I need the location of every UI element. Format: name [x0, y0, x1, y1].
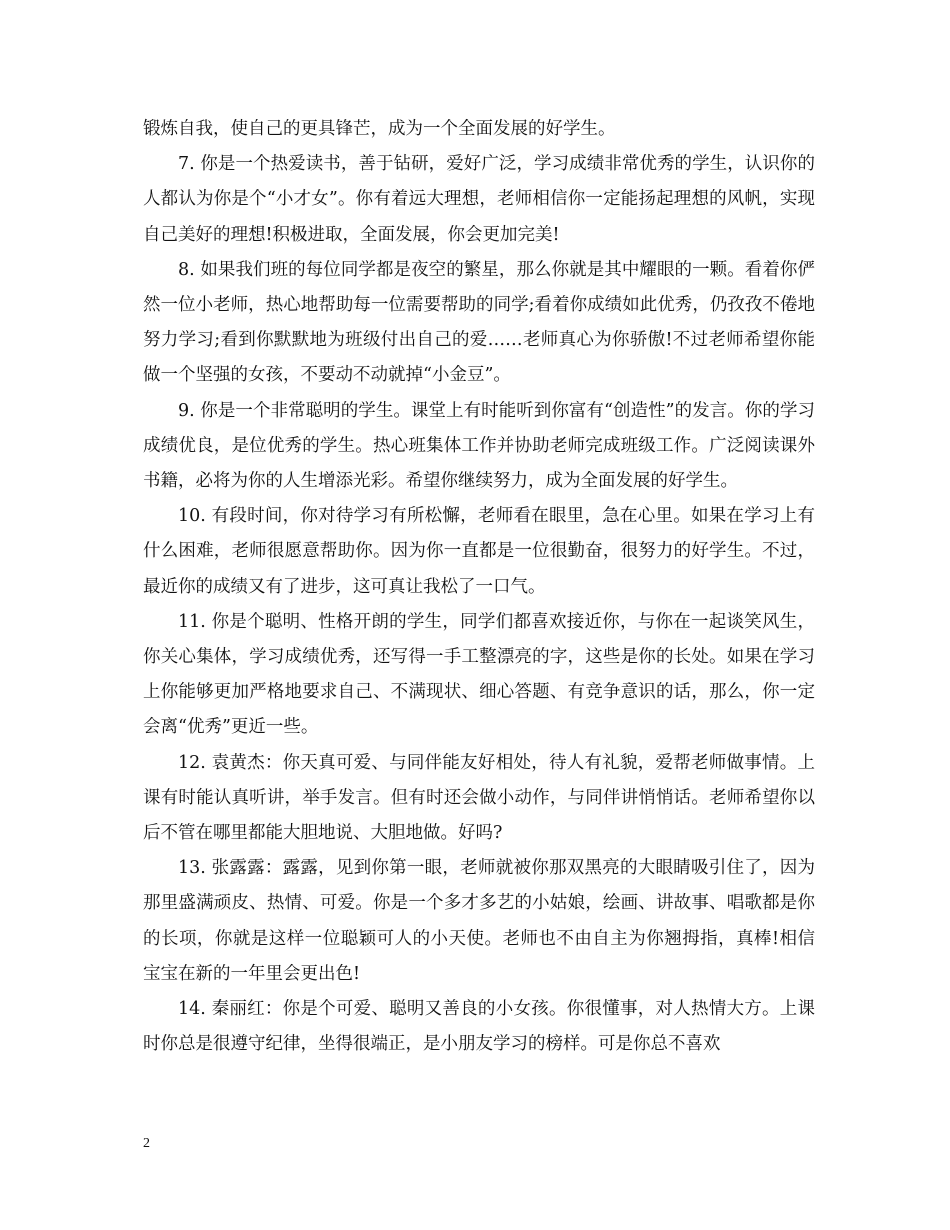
paragraph-item-10: 10. 有段时间，你对待学习有所松懈，老师看在眼里，急在心里。如果在学习上有什么困难，老师很愿意帮助你。因为你一直都是一位很勤奋，很努力的好学生。不过，最近你的成绩又有了进步，这可真让我松了一口气。: [143, 506, 815, 597]
page-number: 2: [143, 1136, 150, 1151]
paragraph-item-12: 12. 袁黄杰：你天真可爱、与同伴能友好相处，待人有礼貌，爱帮老师做事情。上课有时能认真听讲，举手发言。但有时还会做小动作，与同伴讲悄悄话。老师希望你以后不管在哪里都能大胆地说、大胆地做。好吗?: [143, 752, 815, 844]
paragraph-item-8: 8. 如果我们班的每位同学都是夜空的繁星，那么你就是其中耀眼的一颗。看着你俨然一位小老师，热心地帮助每一位需要帮助的同学;看着你成绩如此优秀，仍孜孜不倦地努力学习;看到你默默地为班级付出自己的爱……老师真心为你骄傲!不过老师希望你能做一个坚强的女孩，不要动不动就掉“小金豆”。: [143, 259, 815, 386]
paragraph-item-9: 9. 你是一个非常聪明的学生。课堂上有时能听到你富有“创造性”的发言。你的学习成绩优良，是位优秀的学生。热心班集体工作并协助老师完成班级工作。广泛阅读课外书籍，必将为你的人生增添光彩。希望你继续努力，成为全面发展的好学生。: [143, 400, 815, 492]
body-text: [143, 112, 815, 1062]
paragraph-item-11: 11. 你是个聪明、性格开朗的学生，同学们都喜欢接近你，与你在一起谈笑风生，你关心集体，学习成绩优秀，还写得一手工整漂亮的字，这些是你的长处。如果在学习上你能够更加严格地要求自己、不满现状、细心答题、有竞争意识的话，那么，你一定会离“优秀”更近一些。: [143, 611, 815, 738]
paragraph-item-14: 14. 秦丽红：你是个可爱、聪明又善良的小女孩。你很懂事，对人热情大方。上课时你总是很遵守纪律，坐得很端正，是小朋友学习的榜样。可是你总不喜欢: [143, 999, 815, 1055]
paragraph-continuation: 锻炼自我，使自己的更具锋芒，成为一个全面发展的好学生。: [143, 119, 616, 139]
paragraph-item-7: 7. 你是一个热爱读书，善于钻研，爱好广泛，学习成绩非常优秀的学生，认识你的人都认为你是个“小才女”。你有着远大理想，老师相信你一定能扬起理想的风帆，实现自己美好的理想!积极进取，全面发展，你会更加完美!: [143, 154, 815, 245]
paragraph-item-13: 13. 张露露：露露，见到你第一眼，老师就被你那双黑亮的大眼睛吸引住了，因为那里盛满顽皮、热情、可爱。你是一个多才多艺的小姑娘，绘画、讲故事、唱歌都是你的长项，你就是这样一位聪颖可人的小天使。老师也不由自主为你翘拇指，真棒!相信宝宝在新的一年里会更出色!: [143, 858, 815, 984]
